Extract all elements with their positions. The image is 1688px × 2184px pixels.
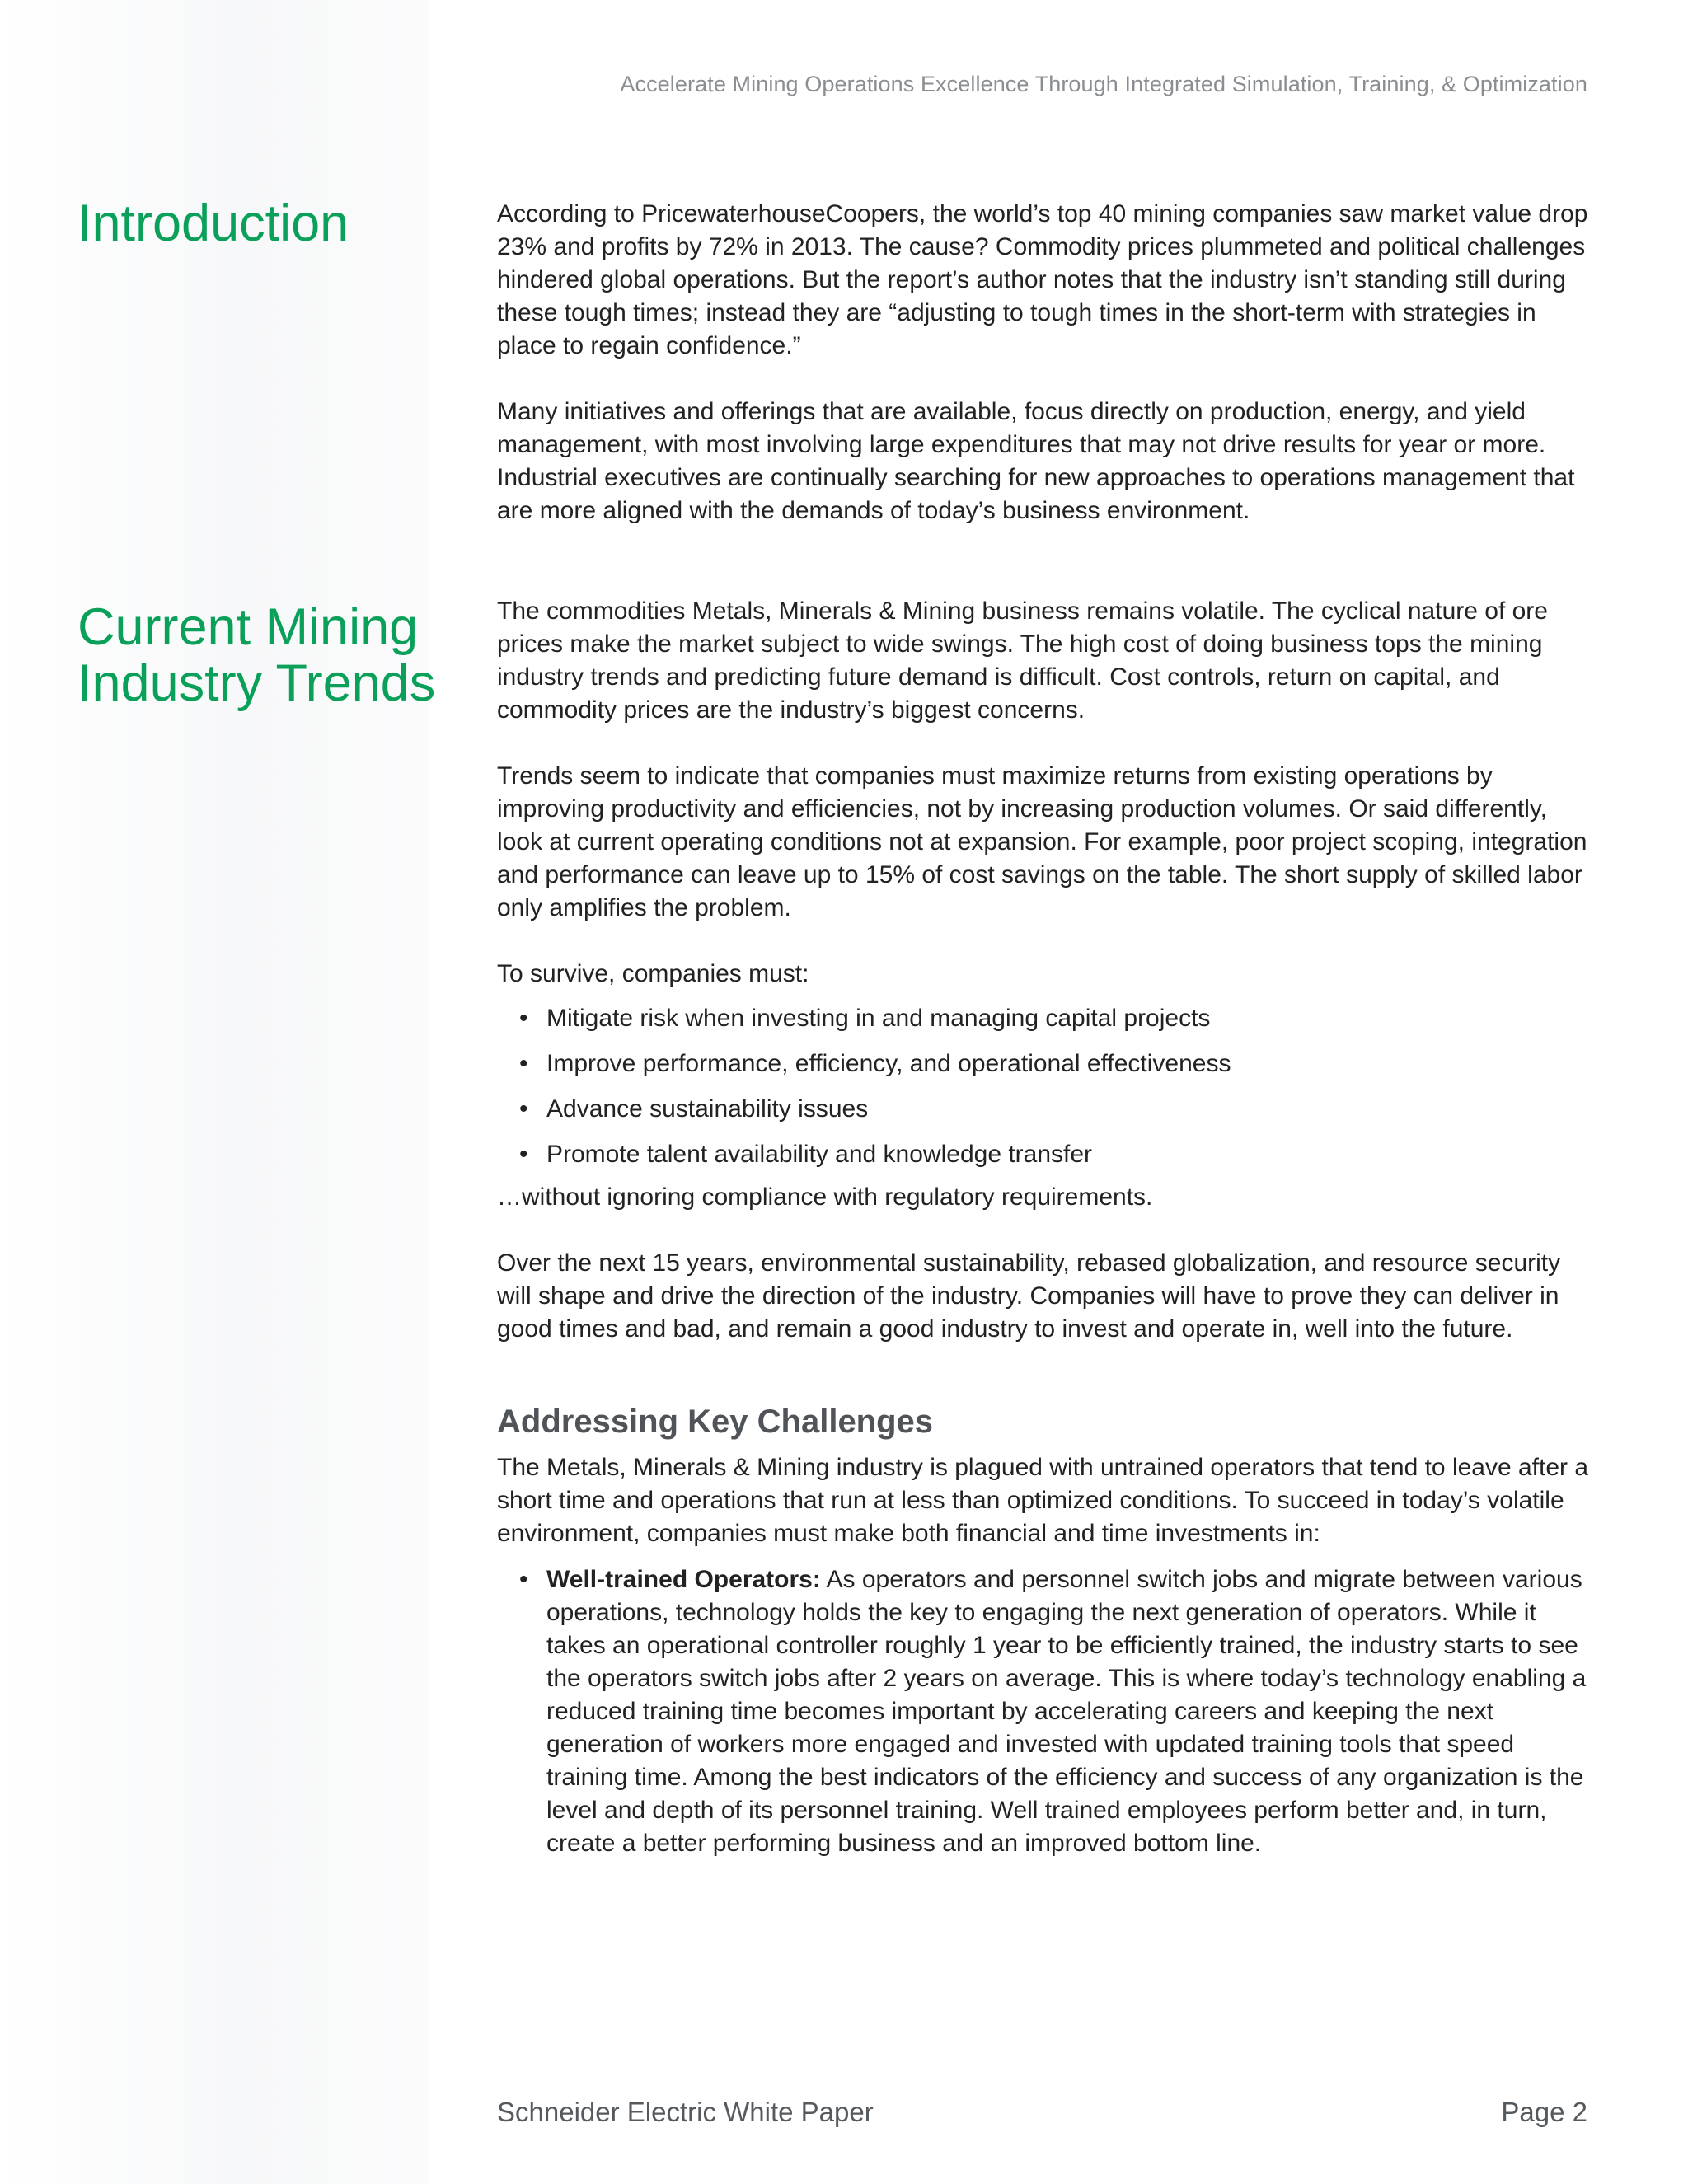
intro-paragraph: According to PricewaterhouseCoopers, the world’s top 40 mining companies saw market value drop 23% and profits by 72% in 2013. The cause? Commodity prices plummeted and political challenges hindered global operations. But the report’s author notes that the industry isn’t standing still during these tough times; instead they are “adjusting to tough times in the short-term with strategies in place to regain confidence.” — [497, 200, 1588, 359]
introduction-heading: Introduction — [77, 194, 349, 252]
challenges-intro: The Metals, Minerals & Mining industry is plagued with untrained operators that tend to leave after a short time and operations that run at less than optimized conditions. To succeed in today’s volatile environment, companies must make both financial and time investments in: — [497, 1454, 1589, 1547]
survive-intro: To survive, companies must: — [497, 960, 809, 987]
trends-paragraph: The commodities Metals, Minerals & Mining business remains volatile. The cyclical nature of ore prices make the market subject to wide swings. The high cost of doing business tops the mining industry trends and predicting future demand is difficult. Cost controls, return on capital, and commodity prices are the industry’s biggest concerns. — [497, 598, 1548, 724]
list-item: • Improve performance, efficiency, and operational effectiveness — [497, 1047, 1593, 1080]
left-margin-band — [0, 0, 429, 2184]
footer-publisher: Schneider Electric White Paper — [497, 2097, 874, 2127]
list-item: • Advance sustainability issues — [497, 1093, 1593, 1126]
list-item: • Mitigate risk when investing in and managing capital projects — [497, 1002, 1593, 1035]
intro-paragraph: Many initiatives and offerings that are available, focus directly on production, energy, and yield management, with most involving large expenditures that may not drive results for year or more. Industrial executives are continually searching for new approaches to operations management that are more aligned with the demands of today’s business environment. — [497, 398, 1575, 524]
introduction-body — [497, 198, 1593, 527]
challenges-list — [497, 1563, 1593, 1860]
outlook-paragraph: Over the next 15 years, environmental sustainability, rebased globalization, and resource security will shape and drive the direction of the industry. Companies will have to prove they can deliver in good times and bad, and remain a good industry to invest and operate in, well into the future. — [497, 1249, 1561, 1343]
item-text: As operators and personnel switch jobs and migrate between various operations, technology holds the key to engaging the next generation of operators. While it takes an operational controller roughly 1 year to be efficiently trained, the industry starts to see the operators switch jobs after 2 years on average. This is where today’s technology enabling a reduced training time becomes important by accelerating careers and keeping the next generation of workers more engaged and invested with updated training tools that speed training time. Among the best indicators of the efficiency and success of any organization is the level and depth of its personnel training. Well trained employees perform better and, in turn, create a better performing business and an improved bottom line. — [546, 1566, 1587, 1857]
trends-paragraph: Trends seem to indicate that companies must maximize returns from existing operations by improving productivity and efficiencies, not by increasing production volumes. Or said differently, look at current operating conditions not at expansion. For example, poor project scoping, integration and performance can leave up to 15% of cost savings on the table. The short supply of skilled labor only amplifies the problem. — [497, 762, 1587, 921]
challenges-subheading: Addressing Key Challenges — [497, 1404, 934, 1440]
trends-heading-line: Current Mining — [77, 598, 419, 656]
item-label: Well-trained Operators: — [546, 1566, 821, 1593]
survive-list — [497, 1002, 1593, 1171]
trends-heading-line: Industry Trends — [77, 654, 436, 712]
survive-outro: …without ignoring compliance with regulatory requirements. — [497, 1183, 1153, 1211]
page-number: Page 2 — [1501, 2097, 1587, 2127]
trends-heading — [77, 599, 435, 711]
running-header: Accelerate Mining Operations Excellence Through Integrated Simulation, Training, & Optimization — [620, 72, 1587, 96]
trends-body — [497, 595, 1593, 1860]
list-item: • Promote talent availability and knowledge transfer — [497, 1138, 1593, 1171]
list-item — [497, 1563, 1593, 1860]
